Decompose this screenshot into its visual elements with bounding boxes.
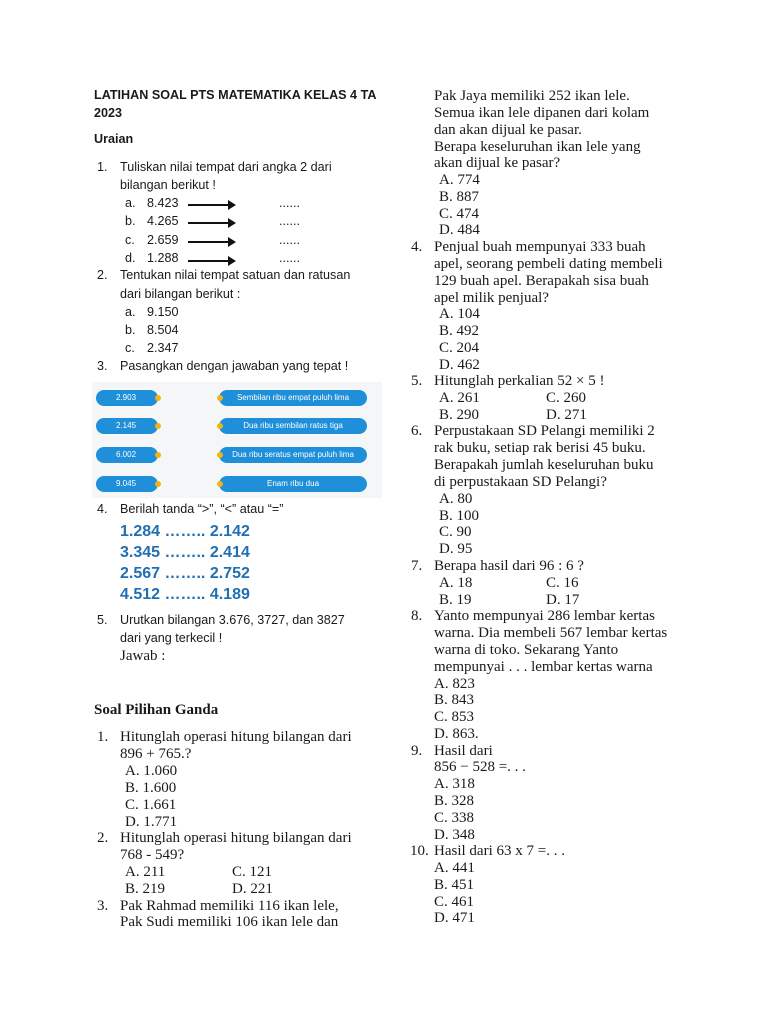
match-word-pill: Enam ribu dua — [219, 476, 367, 492]
answer-blank: ...... — [279, 251, 300, 265]
question-number: 3. — [97, 359, 108, 373]
answer-option: A. 18 — [439, 575, 473, 591]
arrow-icon — [188, 260, 234, 262]
comparison-row: 4.512 …….. 4.189 — [120, 586, 250, 603]
question-number: 2. — [97, 830, 109, 846]
answer-option: C. 853 — [434, 709, 475, 725]
answer-option: C. 338 — [434, 810, 475, 826]
question-text: Berilah tanda “>”, “<” atau “=” — [120, 502, 284, 516]
connector-dot — [155, 395, 161, 401]
connector-dot — [217, 452, 223, 458]
answer-option: C. 474 — [439, 206, 480, 222]
question-number: 5. — [411, 373, 423, 389]
answer-option: D. 462 — [439, 357, 480, 373]
answer-blank: ...... — [279, 196, 300, 210]
match-word-pill: Dua ribu sembilan ratus tiga — [219, 418, 367, 434]
answer-option: C. 121 — [232, 864, 273, 880]
question-text: akan dijual ke pasar? — [434, 155, 561, 171]
question-text: Pak Sudi memiliki 106 ikan lele dan — [120, 914, 339, 930]
question-text: Penjual buah mempunyai 333 buah — [434, 239, 646, 255]
answer-blank: ...... — [279, 214, 300, 228]
question-number: 4. — [411, 239, 423, 255]
question-text: Pasangkan dengan jawaban yang tepat ! — [120, 359, 349, 373]
answer-option: D. 221 — [232, 881, 273, 897]
question-text: dari yang terkecil ! — [120, 631, 223, 645]
answer-option: B. 328 — [434, 793, 475, 809]
section-heading-uraian: Uraian — [94, 132, 134, 146]
match-word-pill: Dua ribu seratus empat puluh lima — [219, 447, 367, 463]
question-text: Urutkan bilangan 3.676, 3727, dan 3827 — [120, 613, 345, 627]
match-number-pill: 2.903 — [96, 390, 158, 406]
item-number: 2.347 — [147, 341, 179, 355]
question-text: rak buku, setiap rak berisi 45 buku. — [434, 440, 646, 456]
title-line-2: 2023 — [94, 106, 123, 120]
answer-option: A. 211 — [125, 864, 166, 880]
question-number: 8. — [411, 608, 423, 624]
question-text: 768 - 549? — [120, 847, 185, 863]
item-number: 8.423 — [147, 196, 179, 210]
question-text: Hasil dari — [434, 743, 493, 759]
question-number: 2. — [97, 268, 108, 282]
connector-dot — [217, 481, 223, 487]
question-text: Hasil dari 63 x 7 =. . . — [434, 843, 565, 859]
arrow-icon — [188, 241, 234, 243]
answer-option: A. 104 — [439, 306, 480, 322]
answer-option: D. 1.771 — [125, 814, 178, 830]
answer-option: B. 451 — [434, 877, 475, 893]
answer-option: B. 219 — [125, 881, 166, 897]
question-text: warna. Dia membeli 567 lembar kertas — [434, 625, 668, 641]
item-number: 9.150 — [147, 305, 179, 319]
question-text: Pak Rahmad memiliki 116 ikan lele, — [120, 898, 339, 914]
answer-blank: ...... — [279, 233, 300, 247]
question-text: mempunyai . . . lembar kertas warna — [434, 659, 653, 675]
match-number-pill: 2.145 — [96, 418, 158, 434]
item-letter: d. — [125, 251, 136, 265]
answer-option: B. 887 — [439, 189, 480, 205]
question-text: apel milik penjual? — [434, 290, 549, 306]
connector-dot — [217, 395, 223, 401]
question-number: 5. — [97, 613, 108, 627]
item-letter: a. — [125, 196, 136, 210]
answer-option: A. 774 — [439, 172, 480, 188]
item-letter: a. — [125, 305, 136, 319]
answer-option: A. 1.060 — [125, 763, 178, 779]
item-letter: c. — [125, 341, 135, 355]
question-text: 129 buah apel. Berapakah sisa buah — [434, 273, 649, 289]
answer-option: D. 863. — [434, 726, 479, 742]
question-text: dari bilangan berikut : — [120, 287, 241, 301]
question-text: Semua ikan lele dipanen dari kolam — [434, 105, 650, 121]
answer-option: A. 823 — [434, 676, 475, 692]
question-text: Hitunglah operasi hitung bilangan dari — [120, 830, 352, 846]
answer-option: D. 471 — [434, 910, 475, 926]
answer-option: D. 95 — [439, 541, 473, 557]
question-text: 896 + 765.? — [120, 746, 192, 762]
arrow-icon — [188, 204, 234, 206]
question-text: 856 − 528 =. . . — [434, 759, 526, 775]
item-letter: c. — [125, 233, 135, 247]
question-text: dan akan dijual ke pasar. — [434, 122, 582, 138]
match-number-pill: 6.002 — [96, 447, 158, 463]
question-text: Hitunglah operasi hitung bilangan dari — [120, 729, 352, 745]
question-text: Berapa hasil dari 96 : 6 ? — [434, 558, 584, 574]
question-text: Perpustakaan SD Pelangi memiliki 2 — [434, 423, 655, 439]
question-text: warna di toko. Sekarang Yanto — [434, 642, 619, 658]
answer-option: C. 90 — [439, 524, 472, 540]
question-text: bilangan berikut ! — [120, 178, 216, 192]
comparison-row: 3.345 …….. 2.414 — [120, 544, 250, 561]
answer-option: B. 100 — [439, 508, 480, 524]
question-text: Pak Jaya memiliki 252 ikan lele. — [434, 88, 630, 104]
item-number: 1.288 — [147, 251, 179, 265]
title-line-1: LATIHAN SOAL PTS MATEMATIKA KELAS 4 TA — [94, 88, 377, 102]
answer-option: C. 461 — [434, 894, 475, 910]
match-word-pill: Sembilan ribu empat puluh lima — [219, 390, 367, 406]
question-text: Hitunglah perkalian 52 × 5 ! — [434, 373, 605, 389]
answer-option: A. 80 — [439, 491, 473, 507]
question-number: 9. — [411, 743, 423, 759]
answer-option: C. 16 — [546, 575, 579, 591]
match-number-pill: 9.045 — [96, 476, 158, 492]
comparison-row: 1.284 …….. 2.142 — [120, 523, 250, 540]
question-number: 3. — [97, 898, 109, 914]
question-text: Yanto mempunyai 286 lembar kertas — [434, 608, 655, 624]
item-number: 4.265 — [147, 214, 179, 228]
answer-option: A. 261 — [439, 390, 480, 406]
question-text: Berapakah jumlah keseluruhan buku — [434, 457, 654, 473]
question-text: di perpustakaan SD Pelangi? — [434, 474, 607, 490]
connector-dot — [217, 423, 223, 429]
question-number: 1. — [97, 729, 109, 745]
answer-option: B. 19 — [439, 592, 472, 608]
answer-option: D. 271 — [546, 407, 587, 423]
item-number: 2.659 — [147, 233, 179, 247]
answer-option: D. 484 — [439, 222, 480, 238]
question-number: 1. — [97, 160, 108, 174]
item-letter: b. — [125, 214, 136, 228]
question-number: 10. — [410, 843, 429, 859]
item-number: 8.504 — [147, 323, 179, 337]
answer-option: A. 318 — [434, 776, 475, 792]
question-number: 7. — [411, 558, 423, 574]
answer-option: D. 17 — [546, 592, 580, 608]
answer-option: C. 1.661 — [125, 797, 177, 813]
section-heading-pilihan-ganda: Soal Pilihan Ganda — [94, 702, 219, 718]
answer-option: B. 290 — [439, 407, 480, 423]
matching-panel — [92, 382, 382, 498]
answer-option: C. 204 — [439, 340, 480, 356]
answer-label: Jawab : — [120, 648, 166, 664]
comparison-row: 2.567 …….. 2.752 — [120, 565, 250, 582]
answer-option: D. 348 — [434, 827, 475, 843]
item-letter: b. — [125, 323, 136, 337]
answer-option: A. 441 — [434, 860, 475, 876]
question-text: Tuliskan nilai tempat dari angka 2 dari — [120, 160, 332, 174]
question-text: Berapa keseluruhan ikan lele yang — [434, 139, 641, 155]
answer-option: B. 492 — [439, 323, 480, 339]
arrow-icon — [188, 222, 234, 224]
connector-dot — [155, 452, 161, 458]
question-number: 4. — [97, 502, 108, 516]
answer-option: C. 260 — [546, 390, 587, 406]
question-text: Tentukan nilai tempat satuan dan ratusan — [120, 268, 351, 282]
answer-option: B. 843 — [434, 692, 475, 708]
answer-option: B. 1.600 — [125, 780, 177, 796]
question-text: apel, seorang pembeli dating membeli — [434, 256, 663, 272]
connector-dot — [155, 423, 161, 429]
question-number: 6. — [411, 423, 423, 439]
connector-dot — [155, 481, 161, 487]
